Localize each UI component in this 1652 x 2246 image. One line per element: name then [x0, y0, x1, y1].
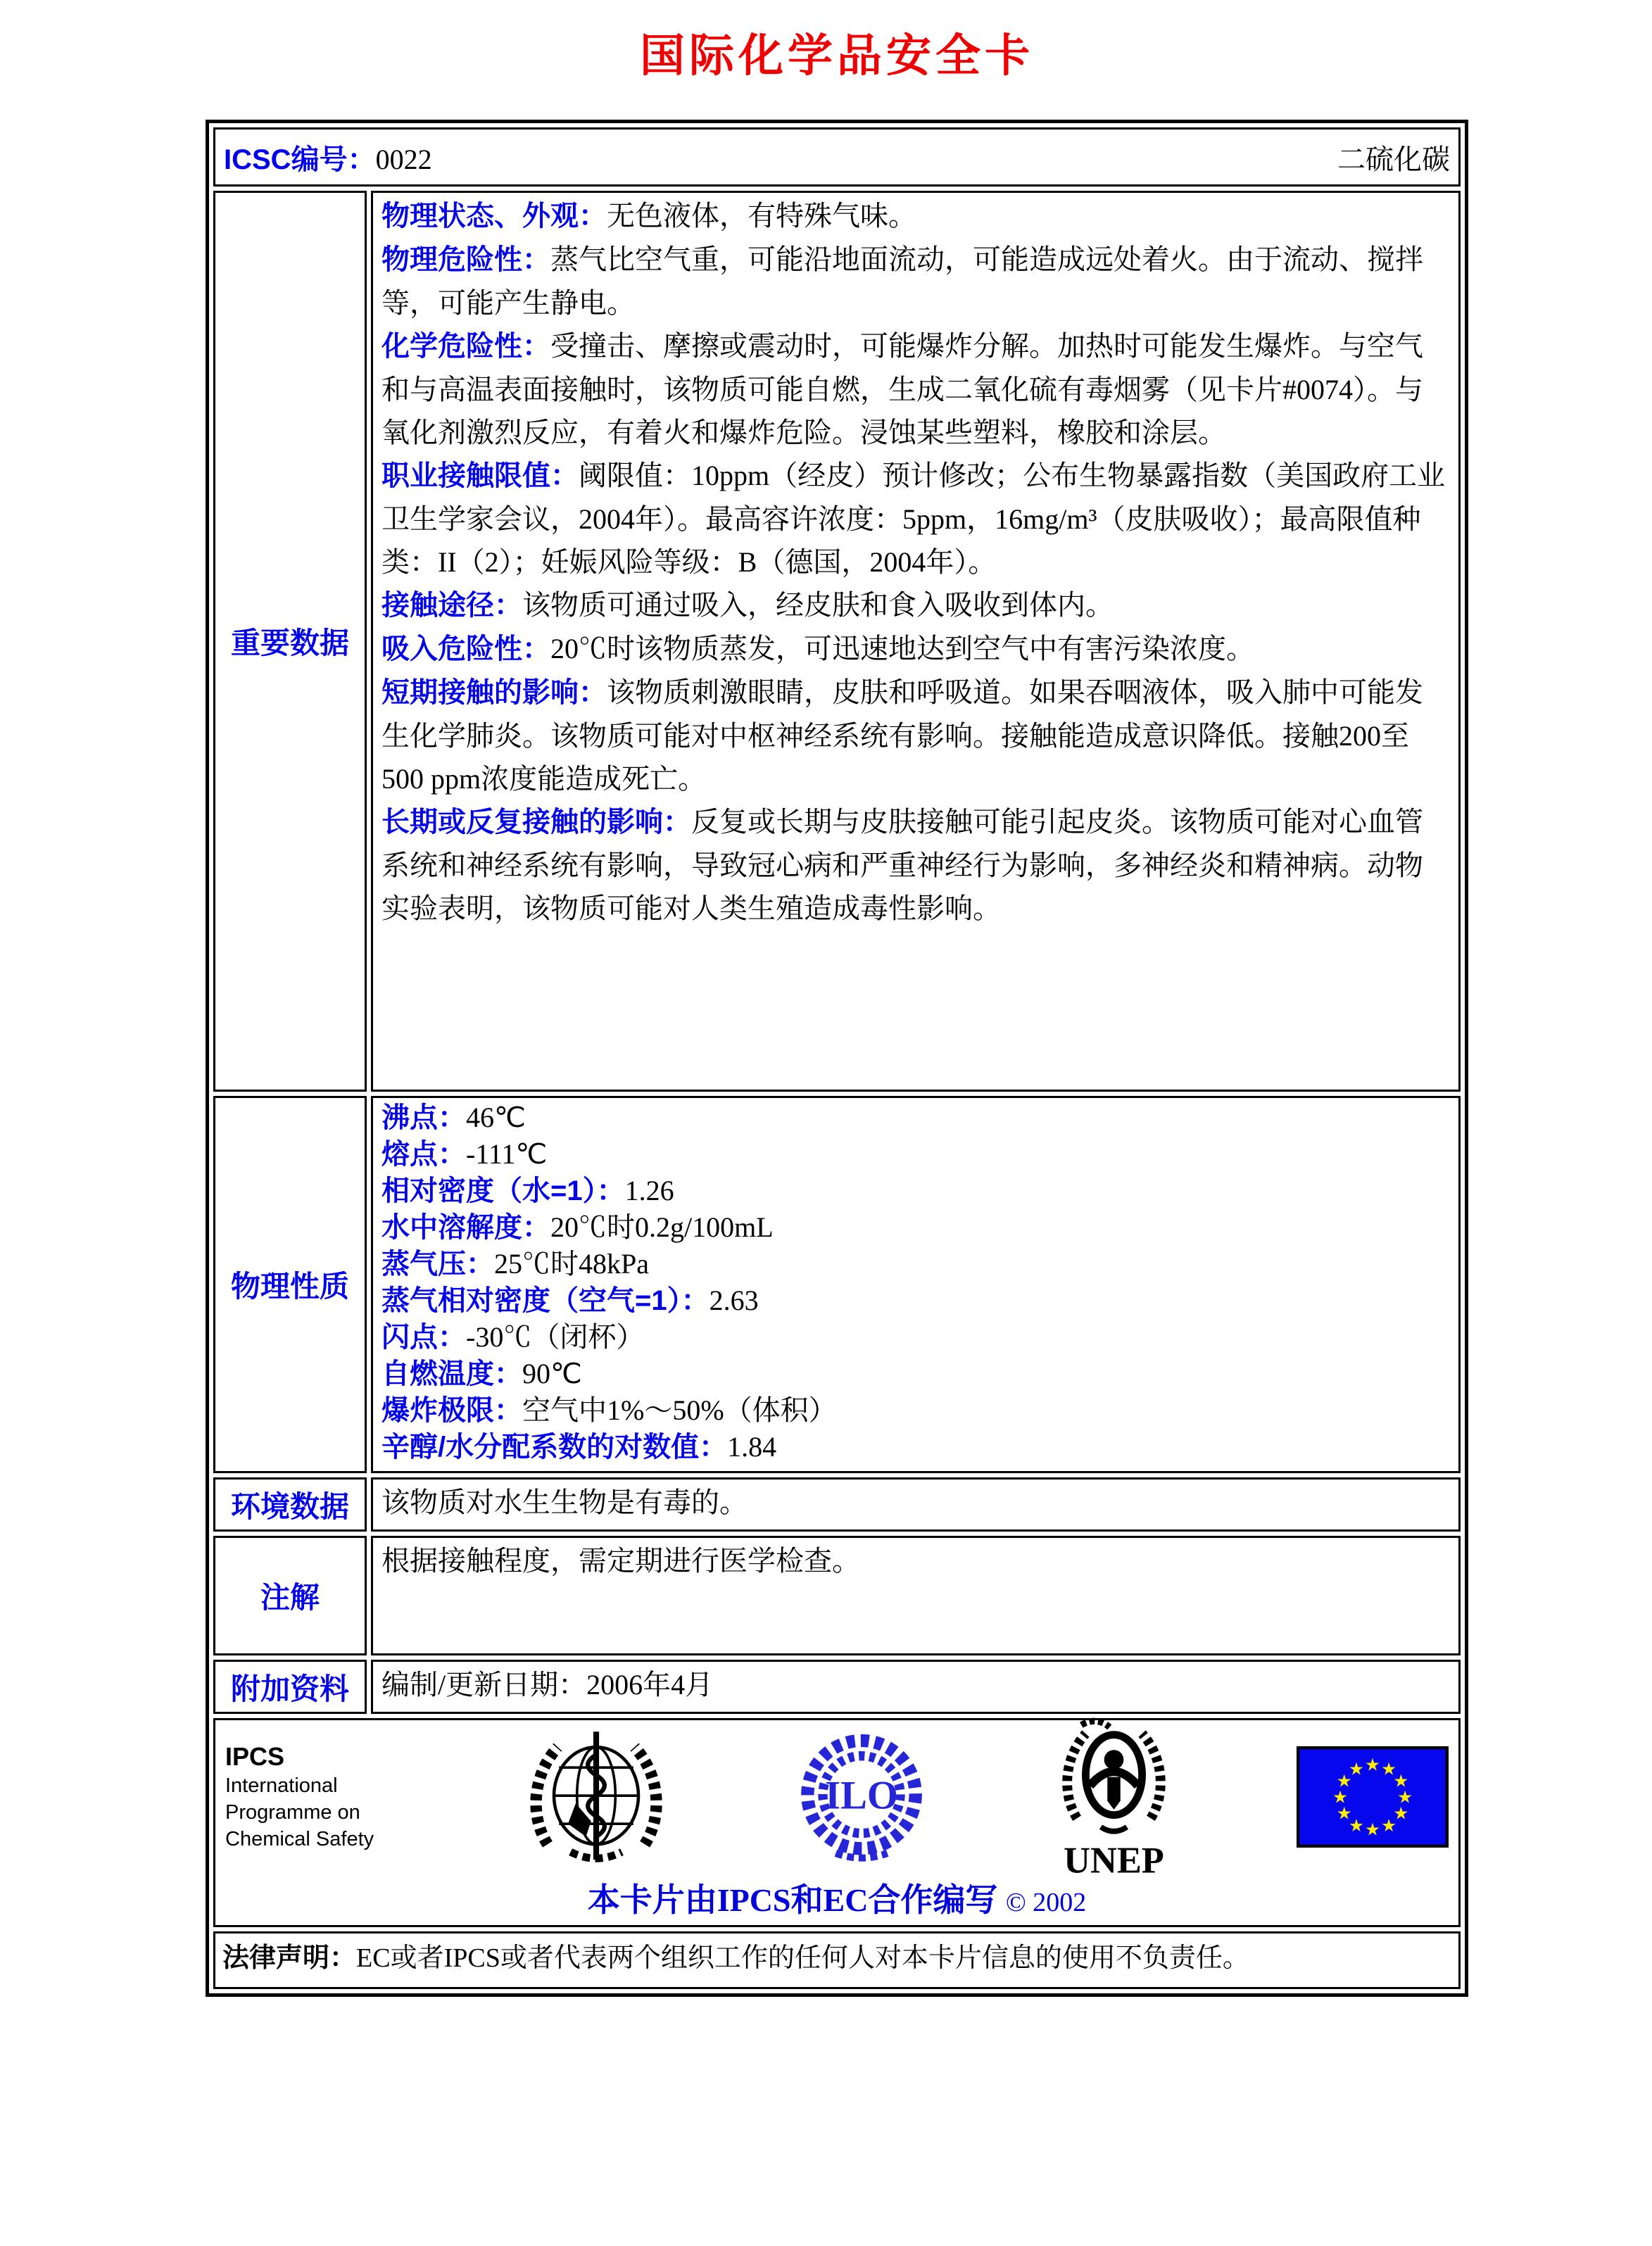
- field-label: 水中溶解度：: [382, 1212, 550, 1243]
- section-label-physical-properties: 物理性质: [213, 1096, 367, 1473]
- section-label-important-data: 重要数据: [213, 191, 367, 1092]
- page-title: 国际化学品安全卡: [640, 30, 1034, 81]
- field-water-solubility: [382, 1209, 1450, 1246]
- icsc-number-value: 0022: [375, 143, 432, 175]
- ipcs-line: Programme on: [225, 1800, 360, 1824]
- field-text: 阈限值：10ppm（经皮）预计修改；公布生物暴露指数（美国政府工业卫生学家会议，2004年）。最高容许浓度：5ppm，16mg/m³（皮肤吸收）；最高限值种类：II（2）；妊娠风险等级：B（德国，2004年）。: [382, 460, 1446, 578]
- update-date-label: 编制/更新日期：: [382, 1669, 587, 1701]
- field-label: 接触途径：: [382, 590, 522, 621]
- ilo-logo-icon: [791, 1727, 932, 1867]
- field-text: 该物质刺激眼睛，皮肤和呼吸道。如果吞咽液体，吸入肺中可能发生化学肺炎。该物质可能对中枢神经系统有影响。接触能造成意识降低。接触200至500 ppm浓度能造成死亡。: [382, 676, 1423, 795]
- field-label: 化学危险性：: [382, 331, 550, 362]
- unep-logo-icon: [1049, 1714, 1179, 1879]
- field-vapor-pressure: [382, 1246, 1450, 1282]
- field-text: 无色液体，有特殊气味。: [607, 200, 916, 232]
- field-short-term-effects: [382, 671, 1450, 800]
- svg-text:★: ★: [1393, 1804, 1409, 1824]
- field-label: 短期接触的影响：: [382, 677, 607, 708]
- physical-properties-content: [371, 1096, 1461, 1473]
- field-text: 反复或长期与皮肤接触可能引起皮炎。该物质可能对心血管系统和神经系统有影响，导致冠心病和严重神经行为影响，多神经炎和精神病。动物实验表明，该物质可能对人类生殖造成毒性影响。: [382, 806, 1423, 924]
- unep-letters: UNEP: [1064, 1840, 1165, 1879]
- legal-text: EC或者IPCS或者代表两个组织工作的任何人对本卡片信息的使用不负责任。: [356, 1943, 1249, 1973]
- field-text: -30℃（闭杯）: [466, 1321, 645, 1353]
- environmental-data-row: [213, 1477, 1461, 1532]
- legal-cell: [213, 1931, 1461, 1989]
- field-label: 闪点：: [382, 1322, 466, 1353]
- environmental-data-content: 该物质对水生生物是有毒的。: [371, 1477, 1461, 1532]
- legal-label: 法律声明：: [222, 1943, 357, 1973]
- field-occupational-limits: [382, 454, 1450, 583]
- field-text: 2.63: [709, 1285, 759, 1316]
- additional-info-row: [213, 1660, 1461, 1714]
- svg-text:★: ★: [1336, 1772, 1352, 1791]
- field-physical-state: [382, 194, 1450, 238]
- header-cell: [213, 127, 1461, 187]
- field-long-term-effects: [382, 800, 1450, 930]
- field-text: 1.84: [727, 1431, 777, 1463]
- eu-flag-icon: [1297, 1746, 1449, 1848]
- svg-text:★: ★: [1348, 1759, 1364, 1779]
- svg-text:★: ★: [1348, 1816, 1364, 1836]
- svg-text:★: ★: [1365, 1820, 1380, 1840]
- field-label: 相对密度（水=1）：: [382, 1175, 625, 1206]
- header-row: [213, 127, 1461, 187]
- field-text: 该物质可通过吸入，经皮肤和食入吸收到体内。: [522, 589, 1114, 621]
- field-exposure-routes: [382, 583, 1450, 627]
- svg-text:★: ★: [1381, 1816, 1397, 1836]
- field-physical-dangers: [382, 238, 1450, 324]
- field-text: 90℃: [522, 1358, 582, 1389]
- field-label: 蒸气相对密度（空气=1）：: [382, 1285, 710, 1316]
- field-label: 熔点：: [382, 1139, 466, 1170]
- field-label: 爆炸极限：: [382, 1395, 522, 1426]
- field-text: -111℃: [466, 1138, 548, 1170]
- field-text: 受撞击、摩擦或震动时，可能爆炸分解。加热时可能发生爆炸。与空气和与高温表面接触时，该物质可能自燃，生成二氧化硫有毒烟雾（见卡片#0074）。与氧化剂激烈反应，有着火和爆炸危险。浸蚀某些塑料，橡胶和涂层。: [382, 330, 1423, 448]
- field-text: 20℃时该物质蒸发，可迅速地达到空气中有害污染浓度。: [550, 633, 1254, 664]
- field-relative-density: [382, 1173, 1450, 1209]
- ipcs-title: IPCS: [225, 1741, 285, 1771]
- additional-info-content: [371, 1660, 1461, 1714]
- field-partition-coefficient: [382, 1429, 1450, 1465]
- ilo-letters: ILO: [824, 1774, 898, 1818]
- field-vapor-density: [382, 1282, 1450, 1319]
- important-data-row: [213, 191, 1461, 1092]
- field-label: 吸入危险性：: [382, 633, 550, 664]
- important-data-content: [371, 191, 1461, 1092]
- field-text: 46℃: [466, 1102, 526, 1133]
- field-inhalation-risk: [382, 627, 1450, 671]
- field-text: 蒸气比空气重，可能沿地面流动，可能造成远处着火。由于流动、搅拌等，可能产生静电。: [382, 244, 1423, 319]
- physical-properties-row: [213, 1096, 1461, 1473]
- svg-text:★: ★: [1393, 1772, 1409, 1791]
- caption-text: 本卡片由IPCS和EC合作编写: [587, 1882, 998, 1918]
- svg-text:★: ★: [1397, 1788, 1413, 1807]
- logos-row: [213, 1718, 1461, 1927]
- field-label: 长期或反复接触的影响：: [382, 807, 691, 838]
- svg-text:★: ★: [1381, 1759, 1397, 1779]
- icsc-card-table: [206, 120, 1468, 1997]
- ipcs-line: International: [225, 1774, 338, 1797]
- who-logo-icon: [519, 1727, 674, 1867]
- field-text: 20℃时0.2g/100mL: [550, 1211, 774, 1243]
- icsc-number: [224, 137, 432, 177]
- field-text: 空气中1%～50%（体积）: [522, 1394, 837, 1426]
- icsc-number-label: ICSC编号：: [224, 144, 376, 175]
- field-text: 1.26: [624, 1175, 674, 1206]
- ipcs-text-block: [225, 1741, 401, 1853]
- section-label-environmental-data: 环境数据: [213, 1477, 367, 1532]
- field-label: 物理危险性：: [382, 244, 550, 275]
- legal-row: [213, 1931, 1461, 1989]
- field-explosive-limits: [382, 1392, 1450, 1429]
- field-label: 物理状态、外观：: [382, 201, 607, 232]
- notes-content: 根据接触程度，需定期进行医学检查。: [371, 1536, 1461, 1655]
- ipcs-line: Chemical Safety: [225, 1827, 374, 1850]
- field-flash-point: [382, 1319, 1450, 1356]
- svg-text:★: ★: [1365, 1755, 1380, 1775]
- cooperation-caption: [225, 1874, 1449, 1921]
- section-label-additional-info: 附加资料: [213, 1660, 367, 1714]
- field-label: 自燃温度：: [382, 1358, 522, 1389]
- field-text: 25℃时48kPa: [494, 1248, 649, 1280]
- caption-year: © 2002: [1005, 1888, 1087, 1917]
- field-label: 蒸气压：: [382, 1249, 494, 1280]
- field-autoignition-temp: [382, 1356, 1450, 1392]
- field-label: 辛醇/水分配系数的对数值：: [382, 1432, 728, 1463]
- field-chemical-dangers: [382, 324, 1450, 454]
- svg-text:★: ★: [1336, 1804, 1352, 1824]
- notes-row: [213, 1536, 1461, 1655]
- field-melting-point: [382, 1136, 1450, 1173]
- chemical-name: 二硫化碳: [1337, 143, 1450, 175]
- logos-cell: [213, 1718, 1461, 1927]
- section-label-notes: 注解: [213, 1536, 367, 1655]
- field-boiling-point: [382, 1099, 1450, 1136]
- svg-text:★: ★: [1332, 1788, 1348, 1807]
- field-label: 沸点：: [382, 1102, 466, 1133]
- field-label: 职业接触限值：: [382, 460, 579, 491]
- update-date-value: 2006年4月: [586, 1669, 714, 1701]
